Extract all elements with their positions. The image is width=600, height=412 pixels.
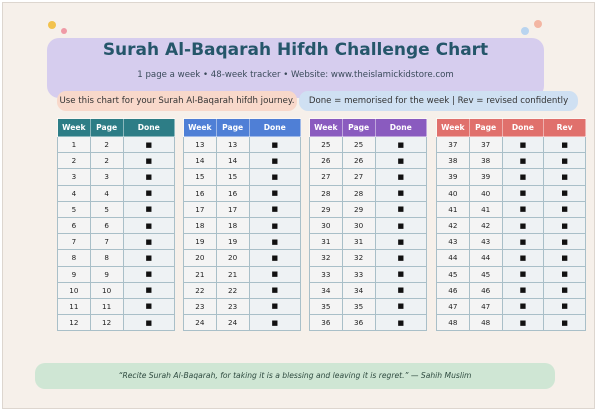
page-cell: 3 [90, 169, 123, 185]
column-header-week: Week [58, 119, 91, 137]
page-cell: 46 [469, 282, 502, 298]
revised-checkbox[interactable]: ■ [544, 315, 586, 331]
table-row [184, 298, 301, 314]
tracker-table-weeks-13-24 [183, 118, 301, 331]
week-cell: 2 [58, 153, 91, 169]
done-checkbox[interactable]: ■ [375, 250, 427, 266]
week-cell: 20 [184, 250, 217, 266]
done-checkbox[interactable]: ■ [502, 153, 544, 169]
week-cell: 17 [184, 201, 217, 217]
done-checkbox[interactable]: ■ [375, 153, 427, 169]
table-row [437, 185, 586, 201]
done-checkbox[interactable]: ■ [375, 298, 427, 314]
page-cell: 5 [90, 201, 123, 217]
revised-checkbox[interactable]: ■ [544, 282, 586, 298]
page-cell: 17 [216, 201, 249, 217]
week-cell: 10 [58, 282, 91, 298]
page-cell: 37 [469, 137, 502, 153]
page-cell: 27 [342, 169, 375, 185]
page-cell: 43 [469, 234, 502, 250]
done-checkbox[interactable]: ■ [375, 315, 427, 331]
week-cell: 26 [310, 153, 343, 169]
done-checkbox[interactable]: ■ [502, 137, 544, 153]
page-cell: 12 [90, 315, 123, 331]
table-row [310, 185, 427, 201]
table-row [58, 169, 175, 185]
done-checkbox[interactable]: ■ [123, 298, 175, 314]
done-checkbox[interactable]: ■ [502, 201, 544, 217]
week-cell: 32 [310, 250, 343, 266]
instruction-note: Use this chart for your Surah Al-Baqarah hifdh journey. [57, 91, 297, 111]
table-header-row [310, 119, 427, 137]
page-cell: 21 [216, 266, 249, 282]
week-cell: 22 [184, 282, 217, 298]
revised-checkbox[interactable]: ■ [544, 185, 586, 201]
table-row [58, 153, 175, 169]
week-cell: 45 [437, 266, 470, 282]
week-cell: 44 [437, 250, 470, 266]
week-cell: 29 [310, 201, 343, 217]
table-row [184, 282, 301, 298]
table-row [437, 153, 586, 169]
week-cell: 16 [184, 185, 217, 201]
revised-checkbox[interactable]: ■ [544, 250, 586, 266]
done-checkbox[interactable]: ■ [249, 266, 301, 282]
done-checkbox[interactable]: ■ [502, 234, 544, 250]
tracker-table-weeks-37-48 [436, 118, 586, 331]
table-row [437, 217, 586, 233]
column-header-rev: Rev [544, 119, 586, 137]
week-cell: 25 [310, 137, 343, 153]
table-row [58, 266, 175, 282]
week-cell: 9 [58, 266, 91, 282]
decorative-dot [521, 27, 529, 35]
table-row [58, 185, 175, 201]
week-cell: 5 [58, 201, 91, 217]
done-checkbox[interactable]: ■ [249, 185, 301, 201]
week-cell: 13 [184, 137, 217, 153]
page-cell: 31 [342, 234, 375, 250]
done-checkbox[interactable]: ■ [502, 217, 544, 233]
page-cell: 22 [216, 282, 249, 298]
done-checkbox[interactable]: ■ [375, 201, 427, 217]
week-cell: 46 [437, 282, 470, 298]
done-checkbox[interactable]: ■ [123, 153, 175, 169]
page-cell: 20 [216, 250, 249, 266]
page-cell: 14 [216, 153, 249, 169]
page-cell: 9 [90, 266, 123, 282]
done-checkbox[interactable]: ■ [123, 137, 175, 153]
decorative-dot [61, 28, 67, 34]
page-cell: 25 [342, 137, 375, 153]
table-row [310, 234, 427, 250]
page-cell: 7 [90, 234, 123, 250]
table-row [58, 201, 175, 217]
page-cell: 24 [216, 315, 249, 331]
week-cell: 42 [437, 217, 470, 233]
page-cell: 18 [216, 217, 249, 233]
page-cell: 38 [469, 153, 502, 169]
page-cell: 36 [342, 315, 375, 331]
table-row [184, 234, 301, 250]
page-cell: 6 [90, 217, 123, 233]
done-checkbox[interactable]: ■ [502, 266, 544, 282]
table-row [184, 315, 301, 331]
revised-checkbox[interactable]: ■ [544, 234, 586, 250]
page-cell: 41 [469, 201, 502, 217]
page-cell: 15 [216, 169, 249, 185]
page-cell: 40 [469, 185, 502, 201]
revised-checkbox[interactable]: ■ [544, 169, 586, 185]
done-checkbox[interactable]: ■ [123, 266, 175, 282]
done-checkbox[interactable]: ■ [249, 234, 301, 250]
table-row [184, 250, 301, 266]
revised-checkbox[interactable]: ■ [544, 137, 586, 153]
revised-checkbox[interactable]: ■ [544, 298, 586, 314]
table-row [184, 217, 301, 233]
table-row [184, 185, 301, 201]
page-subtitle: 1 page a week • 48-week tracker • Website: www.theislamickidstore.com [137, 70, 454, 80]
week-cell: 4 [58, 185, 91, 201]
page-title: Surah Al-Baqarah Hifdh Challenge Chart [102, 40, 489, 60]
done-checkbox[interactable]: ■ [123, 169, 175, 185]
week-cell: 35 [310, 298, 343, 314]
done-checkbox[interactable]: ■ [502, 185, 544, 201]
table-row [437, 315, 586, 331]
column-header-done: Done [249, 119, 301, 137]
page-cell: 11 [90, 298, 123, 314]
table-row [58, 282, 175, 298]
done-checkbox[interactable]: ■ [375, 185, 427, 201]
table-row [310, 201, 427, 217]
table-row [310, 298, 427, 314]
table-row [437, 298, 586, 314]
table-row [437, 169, 586, 185]
table-row [58, 315, 175, 331]
week-cell: 28 [310, 185, 343, 201]
week-cell: 21 [184, 266, 217, 282]
done-checkbox[interactable]: ■ [375, 234, 427, 250]
table-row [310, 137, 427, 153]
table-row [184, 169, 301, 185]
done-checkbox[interactable]: ■ [123, 250, 175, 266]
done-checkbox[interactable]: ■ [123, 185, 175, 201]
week-cell: 11 [58, 298, 91, 314]
page-cell: 2 [90, 153, 123, 169]
week-cell: 6 [58, 217, 91, 233]
tracker-table-weeks-1-12 [57, 118, 175, 331]
page-cell: 33 [342, 266, 375, 282]
week-cell: 24 [184, 315, 217, 331]
page-cell: 2 [90, 137, 123, 153]
week-cell: 1 [58, 137, 91, 153]
week-cell: 38 [437, 153, 470, 169]
week-cell: 18 [184, 217, 217, 233]
week-cell: 12 [58, 315, 91, 331]
done-checkbox[interactable]: ■ [249, 315, 301, 331]
week-cell: 8 [58, 250, 91, 266]
table-row [58, 250, 175, 266]
week-cell: 48 [437, 315, 470, 331]
done-checkbox[interactable]: ■ [502, 315, 544, 331]
page-cell: 16 [216, 185, 249, 201]
week-cell: 31 [310, 234, 343, 250]
week-cell: 39 [437, 169, 470, 185]
page-cell: 32 [342, 250, 375, 266]
week-cell: 30 [310, 217, 343, 233]
column-header-week: Week [184, 119, 217, 137]
table-row [184, 266, 301, 282]
page-cell: 47 [469, 298, 502, 314]
column-header-done: Done [375, 119, 427, 137]
column-header-page: Page [342, 119, 375, 137]
week-cell: 23 [184, 298, 217, 314]
table-row [310, 217, 427, 233]
table-row [184, 153, 301, 169]
week-cell: 7 [58, 234, 91, 250]
table-header-row [437, 119, 586, 137]
done-checkbox[interactable]: ■ [249, 201, 301, 217]
done-checkbox[interactable]: ■ [249, 298, 301, 314]
table-row [184, 137, 301, 153]
table-row [310, 153, 427, 169]
page-cell: 39 [469, 169, 502, 185]
page-cell: 19 [216, 234, 249, 250]
done-checkbox[interactable]: ■ [249, 217, 301, 233]
table-row [437, 201, 586, 217]
done-checkbox[interactable]: ■ [502, 169, 544, 185]
revised-checkbox[interactable]: ■ [544, 201, 586, 217]
table-row [184, 201, 301, 217]
table-row [310, 282, 427, 298]
done-checkbox[interactable]: ■ [502, 250, 544, 266]
page-cell: 30 [342, 217, 375, 233]
column-header-page: Page [90, 119, 123, 137]
done-checkbox[interactable]: ■ [375, 217, 427, 233]
done-checkbox[interactable]: ■ [502, 298, 544, 314]
revised-checkbox[interactable]: ■ [544, 153, 586, 169]
table-header-row [58, 119, 175, 137]
decorative-dot [534, 20, 542, 28]
week-cell: 15 [184, 169, 217, 185]
page-cell: 23 [216, 298, 249, 314]
column-header-page: Page [216, 119, 249, 137]
page-cell: 4 [90, 185, 123, 201]
page-cell: 8 [90, 250, 123, 266]
revised-checkbox[interactable]: ■ [544, 217, 586, 233]
table-row [437, 282, 586, 298]
page-cell: 29 [342, 201, 375, 217]
done-checkbox[interactable]: ■ [123, 282, 175, 298]
page-cell: 10 [90, 282, 123, 298]
done-checkbox[interactable]: ■ [123, 234, 175, 250]
page-cell: 34 [342, 282, 375, 298]
column-header-done: Done [502, 119, 544, 137]
done-checkbox[interactable]: ■ [123, 201, 175, 217]
table-row [310, 250, 427, 266]
table-row [58, 298, 175, 314]
table-row [58, 234, 175, 250]
week-cell: 37 [437, 137, 470, 153]
table-row [58, 217, 175, 233]
table-row [310, 266, 427, 282]
hadith-quote: “Recite Surah Al-Baqarah, for taking it is a blessing and leaving it is regret.” — Sahih Muslim [118, 371, 472, 380]
done-checkbox[interactable]: ■ [123, 217, 175, 233]
done-checkbox[interactable]: ■ [123, 315, 175, 331]
decorative-dot [48, 21, 56, 29]
week-cell: 3 [58, 169, 91, 185]
week-cell: 33 [310, 266, 343, 282]
page-cell: 45 [469, 266, 502, 282]
tracker-table-weeks-25-36 [309, 118, 427, 331]
table-row [437, 250, 586, 266]
done-checkbox[interactable]: ■ [375, 137, 427, 153]
page-cell: 35 [342, 298, 375, 314]
page-cell: 28 [342, 185, 375, 201]
column-header-week: Week [437, 119, 470, 137]
table-row [437, 266, 586, 282]
table-header-row [184, 119, 301, 137]
week-cell: 41 [437, 201, 470, 217]
done-checkbox[interactable]: ■ [249, 169, 301, 185]
week-cell: 47 [437, 298, 470, 314]
legend-note: Done = memorised for the week | Rev = revised confidently [299, 91, 578, 111]
done-checkbox[interactable]: ■ [375, 282, 427, 298]
column-header-done: Done [123, 119, 175, 137]
week-cell: 27 [310, 169, 343, 185]
done-checkbox[interactable]: ■ [249, 250, 301, 266]
page-cell: 13 [216, 137, 249, 153]
done-checkbox[interactable]: ■ [375, 266, 427, 282]
table-row [58, 137, 175, 153]
done-checkbox[interactable]: ■ [249, 282, 301, 298]
page-cell: 26 [342, 153, 375, 169]
week-cell: 43 [437, 234, 470, 250]
done-checkbox[interactable]: ■ [249, 137, 301, 153]
page-cell: 48 [469, 315, 502, 331]
week-cell: 34 [310, 282, 343, 298]
page-cell: 42 [469, 217, 502, 233]
page-cell: 44 [469, 250, 502, 266]
week-cell: 19 [184, 234, 217, 250]
column-header-week: Week [310, 119, 343, 137]
revised-checkbox[interactable]: ■ [544, 266, 586, 282]
column-header-page: Page [469, 119, 502, 137]
table-row [310, 169, 427, 185]
table-row [310, 315, 427, 331]
week-cell: 36 [310, 315, 343, 331]
done-checkbox[interactable]: ■ [375, 169, 427, 185]
table-row [437, 137, 586, 153]
week-cell: 40 [437, 185, 470, 201]
done-checkbox[interactable]: ■ [249, 153, 301, 169]
table-row [437, 234, 586, 250]
done-checkbox[interactable]: ■ [502, 282, 544, 298]
week-cell: 14 [184, 153, 217, 169]
